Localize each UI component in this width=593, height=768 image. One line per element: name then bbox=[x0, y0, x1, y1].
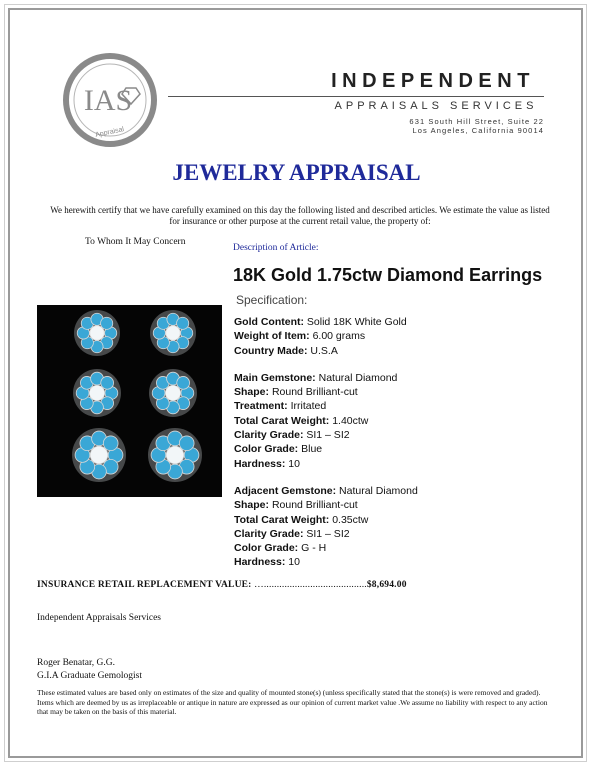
spec-label: Clarity Grade: bbox=[234, 429, 304, 442]
spec-value: Irritated bbox=[290, 400, 327, 413]
spec-label: Weight of Item: bbox=[234, 330, 310, 343]
spec-value: 0.35ctw bbox=[332, 513, 369, 526]
spec-value: U.S.A bbox=[310, 344, 338, 357]
blue-diamond bbox=[101, 317, 113, 329]
blue-diamond bbox=[101, 376, 114, 389]
spec-row bbox=[234, 498, 564, 512]
spec-value: 10 bbox=[288, 457, 300, 470]
spec-row bbox=[234, 428, 564, 442]
logo-letters: IAS bbox=[83, 84, 133, 117]
company-address bbox=[330, 117, 544, 135]
specifications bbox=[234, 315, 564, 570]
white-diamond bbox=[166, 446, 183, 463]
white-diamond bbox=[90, 446, 107, 463]
spec-row bbox=[234, 315, 564, 329]
spec-row bbox=[234, 541, 564, 555]
specification-label: Specification: bbox=[236, 293, 308, 307]
spec-value: 10 bbox=[288, 556, 300, 569]
spec-label: Shape: bbox=[234, 386, 270, 399]
spec-value: SI1 – SI2 bbox=[306, 429, 350, 442]
disclaimer: These estimated values are based only on estimates of the size and quality of mounted stone(s) (unless specifically stated that the stone(s) is were removed and graded). Items which are deemed by us as irreplaceable or antique in nature are expressed as our opinion of current market value .We assume no liability with respect to any action that may be taken on the basis of this material. bbox=[37, 688, 548, 716]
item-title: 18K Gold 1.75ctw Diamond Earrings bbox=[233, 265, 543, 285]
spec-label: Shape: bbox=[234, 499, 270, 512]
spec-row bbox=[234, 457, 564, 471]
address-line-2: Los Angeles, California 90014 bbox=[412, 126, 544, 135]
spec-label: Hardness: bbox=[234, 457, 286, 470]
description-label: Description of Article: bbox=[233, 243, 319, 253]
replacement-value-label: INSURANCE RETAIL REPLACEMENT VALUE: bbox=[37, 580, 252, 590]
signer-title: G.I.A Graduate Gemologist bbox=[37, 671, 143, 681]
address-line-1: 631 South Hill Street, Suite 22 bbox=[409, 117, 544, 126]
spec-label: Color Grade: bbox=[234, 443, 299, 456]
blue-diamond bbox=[103, 436, 118, 451]
white-diamond bbox=[89, 385, 104, 400]
white-diamond bbox=[90, 326, 104, 340]
spec-value: Natural Diamond bbox=[339, 484, 418, 497]
logo-ring-text: Appraisal bbox=[94, 126, 125, 139]
spec-label: Total Carat Weight: bbox=[234, 513, 330, 526]
earrings-photo bbox=[37, 305, 222, 497]
spec-row bbox=[234, 329, 564, 343]
company-logo bbox=[62, 52, 158, 148]
spec-value: SI1 – SI2 bbox=[306, 527, 350, 540]
spec-row bbox=[234, 371, 564, 385]
spec-group-main-gemstone bbox=[234, 371, 564, 471]
spec-label: Gold Content: bbox=[234, 316, 304, 328]
recipient: To Whom It May Concern bbox=[85, 237, 186, 247]
spec-label: Treatment: bbox=[234, 400, 288, 413]
blue-diamond bbox=[179, 436, 194, 451]
spec-label: Clarity Grade: bbox=[234, 527, 304, 540]
spec-value: G - H bbox=[301, 542, 327, 555]
white-diamond bbox=[165, 385, 180, 400]
spec-value: Natural Diamond bbox=[318, 371, 398, 384]
company-subtitle: APPRAISALS SERVICES bbox=[334, 100, 538, 112]
blue-diamond bbox=[177, 317, 189, 329]
spec-label: Adjacent Gemstone: bbox=[234, 484, 337, 497]
spec-row bbox=[234, 344, 564, 358]
spec-value: 1.40ctw bbox=[332, 414, 369, 427]
company-name: INDEPENDENT bbox=[331, 70, 535, 92]
spec-row bbox=[234, 385, 564, 399]
spec-row bbox=[234, 414, 564, 428]
spec-row bbox=[234, 399, 564, 413]
spec-value: Solid 18K White Gold bbox=[306, 316, 407, 328]
replacement-value bbox=[37, 580, 407, 590]
spec-label: Country Made: bbox=[234, 344, 308, 357]
spec-row bbox=[234, 442, 564, 456]
spec-value: Round Brilliant-cut bbox=[271, 499, 358, 512]
spec-label: Color Grade: bbox=[234, 542, 299, 555]
spec-value: Blue bbox=[301, 443, 323, 456]
spec-row bbox=[234, 527, 564, 541]
spec-group-adjacent-gemstone bbox=[234, 484, 564, 570]
footer-company: Independent Appraisals Services bbox=[37, 613, 161, 623]
spec-label: Main Gemstone: bbox=[234, 371, 316, 384]
spec-label: Total Carat Weight: bbox=[234, 414, 330, 427]
spec-value: 6.00 grams bbox=[312, 330, 366, 343]
spec-row bbox=[234, 484, 564, 498]
spec-row bbox=[234, 513, 564, 527]
signer-name: Roger Benatar, G.G. bbox=[37, 658, 115, 668]
white-diamond bbox=[166, 326, 180, 340]
blue-diamond bbox=[177, 376, 190, 389]
spec-value: Round Brilliant-cut bbox=[271, 386, 358, 399]
header-divider bbox=[168, 96, 544, 97]
replacement-value-amount: $8,694.00 bbox=[366, 580, 407, 590]
certification-text: We herewith certify that we have carefully examined on this day the following listed and described articles. We estimate the value as listed for insurance or other purpose at the current retail value, the property of: bbox=[50, 205, 550, 226]
value-leader: …........................................ bbox=[254, 580, 367, 590]
spec-row bbox=[234, 555, 564, 569]
signer-block bbox=[37, 657, 142, 683]
spec-group-metal bbox=[234, 315, 564, 358]
spec-label: Hardness: bbox=[234, 556, 286, 569]
document-title: JEWELRY APPRAISAL bbox=[172, 160, 421, 185]
